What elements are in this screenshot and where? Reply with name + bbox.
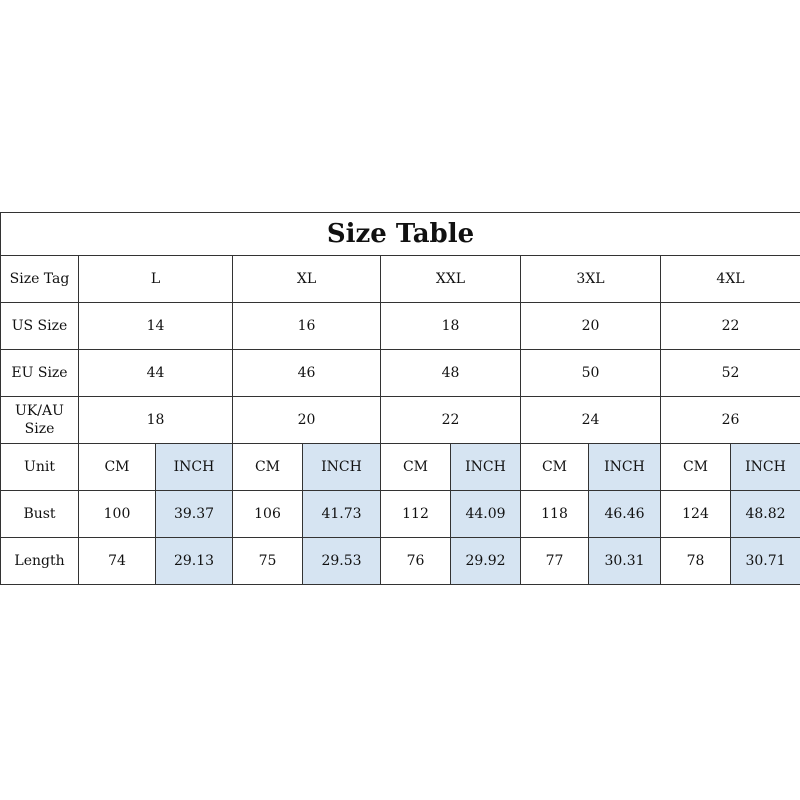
eu-size-value: 46 [233, 350, 381, 397]
us-size-value: 22 [661, 303, 800, 350]
uk-au-size-value: 18 [79, 397, 233, 444]
unit-cm: CM [521, 444, 589, 491]
uk-au-size-value: 20 [233, 397, 381, 444]
length-inch-value: 30.71 [731, 538, 800, 585]
unit-row [1, 444, 800, 491]
bust-cm-value: 124 [661, 491, 731, 538]
uk-au-size-value: 24 [521, 397, 661, 444]
size-tag-value: L [79, 256, 233, 303]
unit-cm: CM [381, 444, 451, 491]
uk-au-size-label [1, 397, 79, 444]
bust-cm-value: 112 [381, 491, 451, 538]
size-tag-value: 3XL [521, 256, 661, 303]
bust-cm-value: 100 [79, 491, 156, 538]
length-inch-value: 29.92 [451, 538, 521, 585]
eu-size-label: EU Size [1, 350, 79, 397]
uk-au-size-label-line1: UK/AU [15, 403, 64, 419]
eu-size-value: 44 [79, 350, 233, 397]
bust-row [1, 491, 800, 538]
uk-au-size-label-line2: Size [24, 421, 55, 437]
bust-inch-value: 48.82 [731, 491, 800, 538]
eu-size-value: 52 [661, 350, 800, 397]
bust-cm-value: 118 [521, 491, 589, 538]
bust-inch-value: 41.73 [303, 491, 381, 538]
us-size-value: 20 [521, 303, 661, 350]
size-tag-row [1, 256, 800, 303]
title-row [1, 213, 800, 256]
length-row [1, 538, 800, 585]
unit-cm: CM [661, 444, 731, 491]
size-table [0, 212, 800, 585]
table-title: Size Table [1, 213, 800, 256]
length-cm-value: 77 [521, 538, 589, 585]
bust-inch-value: 39.37 [156, 491, 233, 538]
uk-au-size-value: 26 [661, 397, 800, 444]
unit-inch: INCH [156, 444, 233, 491]
us-size-value: 14 [79, 303, 233, 350]
length-inch-value: 30.31 [589, 538, 661, 585]
us-size-value: 16 [233, 303, 381, 350]
size-tag-value: XXL [381, 256, 521, 303]
length-label: Length [1, 538, 79, 585]
unit-inch: INCH [303, 444, 381, 491]
unit-label: Unit [1, 444, 79, 491]
uk-au-size-value: 22 [381, 397, 521, 444]
unit-inch: INCH [451, 444, 521, 491]
bust-inch-value: 46.46 [589, 491, 661, 538]
length-cm-value: 75 [233, 538, 303, 585]
bust-cm-value: 106 [233, 491, 303, 538]
length-inch-value: 29.13 [156, 538, 233, 585]
size-tag-value: XL [233, 256, 381, 303]
uk-au-size-row [1, 397, 800, 444]
unit-cm: CM [79, 444, 156, 491]
bust-label: Bust [1, 491, 79, 538]
size-tag-value: 4XL [661, 256, 800, 303]
eu-size-value: 50 [521, 350, 661, 397]
length-cm-value: 74 [79, 538, 156, 585]
us-size-row [1, 303, 800, 350]
length-inch-value: 29.53 [303, 538, 381, 585]
length-cm-value: 78 [661, 538, 731, 585]
bust-inch-value: 44.09 [451, 491, 521, 538]
length-cm-value: 76 [381, 538, 451, 585]
size-tag-label: Size Tag [1, 256, 79, 303]
unit-inch: INCH [731, 444, 800, 491]
unit-inch: INCH [589, 444, 661, 491]
us-size-value: 18 [381, 303, 521, 350]
us-size-label: US Size [1, 303, 79, 350]
eu-size-value: 48 [381, 350, 521, 397]
eu-size-row [1, 350, 800, 397]
unit-cm: CM [233, 444, 303, 491]
